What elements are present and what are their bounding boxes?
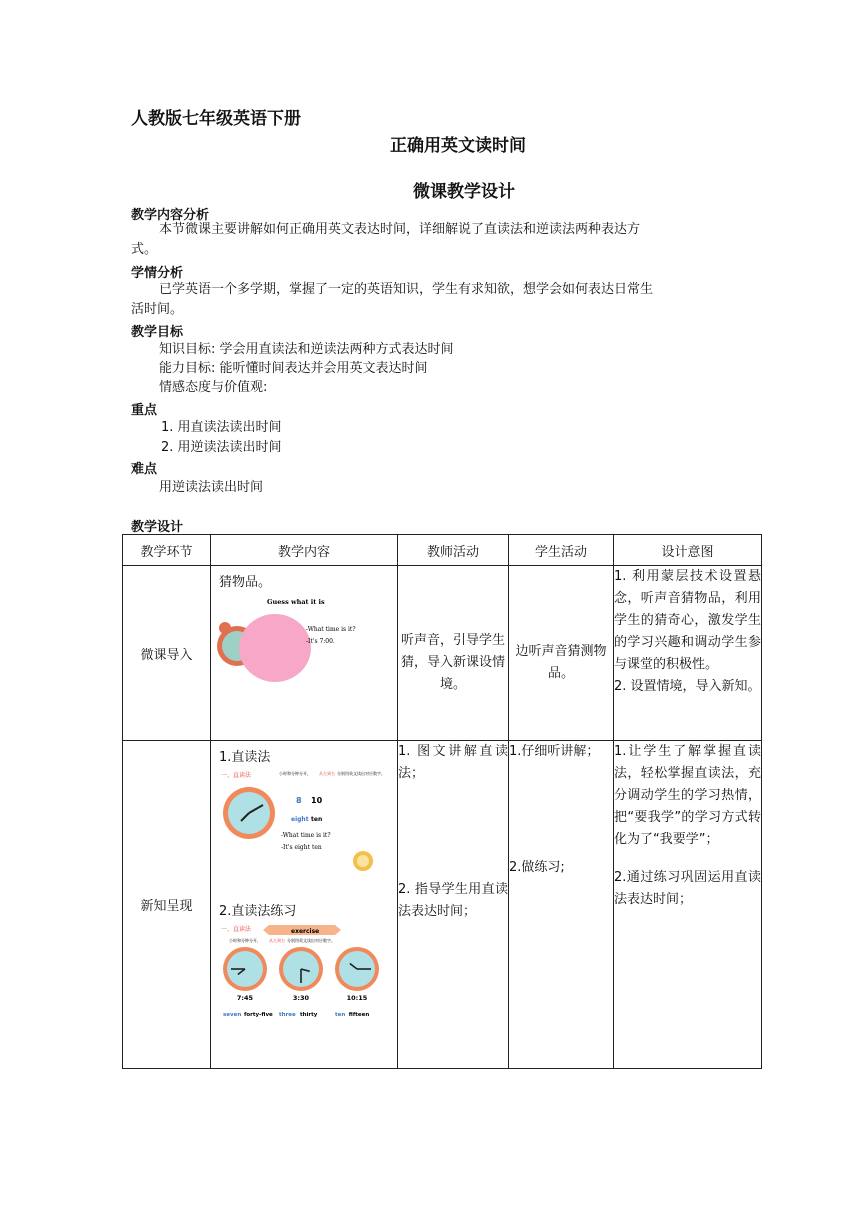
intent-item-a: 1.让学生了解掌握直读法，轻松掌握直读法，充分调动学生的学习热情，把“要我学”的学习方式转化为了“我要学”； xyxy=(614,744,761,847)
key-point-1: 1. 用直读法读出时间 xyxy=(161,420,282,435)
direct-reading-slide-image xyxy=(211,769,387,877)
student-cell-intro xyxy=(509,566,614,741)
slide-question: -What time is it? xyxy=(306,626,356,633)
teacher-activity-a: 1. 图文讲解直读法； xyxy=(398,744,508,781)
content-title-a: 1.直读法 xyxy=(219,750,271,765)
student-analysis-heading: 学情分析 xyxy=(131,266,184,281)
minute-word: fifteen xyxy=(348,1012,370,1018)
cartoon-clock-icon xyxy=(353,851,373,871)
student-analysis-line-1: 已学英语一个多学期，掌握了一定的英语知识，学生有求知欲，想学会如何表达日常生 xyxy=(159,282,654,297)
content-cell-intro xyxy=(211,566,398,741)
minute-word: thirty xyxy=(300,1012,318,1018)
col-header-intent: 设计意图 xyxy=(614,535,762,566)
student-cell-new xyxy=(509,741,614,1069)
key-point-2: 2. 用逆读法读出时间 xyxy=(161,440,282,455)
slide-title: Guess what it is xyxy=(267,598,325,606)
difficulty-text: 用逆读法读出时间 xyxy=(159,480,264,495)
intent-item: 2. 设置情境，导入新知。 xyxy=(614,679,761,694)
guess-slide-image xyxy=(211,594,381,684)
teaching-design-table xyxy=(122,534,762,1069)
slide-answer: -It's 7:00. xyxy=(306,638,335,645)
table-header-row xyxy=(123,535,762,566)
student-activity-a: 1.仔细听讲解； xyxy=(509,744,600,759)
lesson-subtitle: 微课教学设计 xyxy=(413,182,515,202)
slide-label: 一、直读法 xyxy=(221,926,252,933)
clock-icon xyxy=(223,787,275,839)
student-activity-b: 2.做练习; xyxy=(509,860,565,875)
slide-note-red: 从左到右 xyxy=(269,938,285,943)
design-heading: 教学设计 xyxy=(131,520,184,535)
key-points-heading: 重点 xyxy=(131,403,158,418)
slide-note-post: 分别用英文读出对应数字。 xyxy=(337,771,385,776)
intent-item-b: 2.通过练习巩固运用直读法表达时间； xyxy=(614,870,761,907)
mask-ellipse xyxy=(239,614,311,682)
intent-cell-intro xyxy=(614,566,762,741)
col-header-stage: 教学环节 xyxy=(123,535,211,566)
table-row xyxy=(123,741,762,1069)
series-title: 人教版七年级英语下册 xyxy=(131,109,301,129)
col-header-teacher: 教师活动 xyxy=(398,535,509,566)
stage-label: 微课导入 xyxy=(140,647,193,663)
teacher-cell-intro xyxy=(398,566,509,741)
hour-word: ten xyxy=(335,1012,346,1018)
lesson-title: 正确用英文读时间 xyxy=(390,136,526,156)
student-activity: 边听声音猜测物品。 xyxy=(515,644,607,681)
slide-label: 一、直读法 xyxy=(221,772,252,779)
slide-note-post: 分别用英文读出对应数字。 xyxy=(287,938,335,943)
slide-answer: -It's eight ten xyxy=(281,844,322,851)
goals-heading: 教学目标 xyxy=(131,325,184,340)
exercise-slide-image xyxy=(211,923,387,1023)
minute-word: forty-five xyxy=(244,1012,273,1018)
content-cell-new xyxy=(211,741,398,1069)
goal-knowledge: 知识目标: 学会用直读法和逆读法两种方式表达时间 xyxy=(159,342,454,357)
slide-hour-number: 8 xyxy=(296,796,302,805)
stage-label: 新知呈现 xyxy=(140,899,193,914)
hour-word: three xyxy=(279,1012,296,1018)
hour-word: seven xyxy=(223,1012,242,1018)
clock-time-label: 3:30 xyxy=(292,994,310,1002)
content-analysis-heading: 教学内容分析 xyxy=(131,208,210,223)
table-row xyxy=(123,566,762,741)
stage-cell-intro xyxy=(123,566,211,741)
content-analysis-line-1: 本节微课主要讲解如何正确用英文表达时间，详细解说了直读法和逆读法两种表达方 xyxy=(159,222,641,237)
col-header-student: 学生活动 xyxy=(509,535,614,566)
slide-note-pre: 小时和分钟分开， xyxy=(229,938,261,943)
slide-minute-word: ten xyxy=(311,816,323,823)
slide-hour-word: eight xyxy=(291,816,309,823)
slide-note-pre: 小时和分钟分开， xyxy=(279,771,311,776)
teacher-cell-new xyxy=(398,741,509,1069)
content-title: 猜物品。 xyxy=(219,575,272,590)
content-title-b: 2.直读法练习 xyxy=(219,904,297,919)
slide-minute-number: 10 xyxy=(311,796,323,805)
difficulty-heading: 难点 xyxy=(131,462,158,477)
goal-attitude: 情感态度与价值观: xyxy=(159,380,268,395)
col-header-content: 教学内容 xyxy=(211,535,398,566)
clock-time-label: 7:45 xyxy=(236,994,254,1002)
stage-cell-new xyxy=(123,741,211,1069)
slide-question: -What time is it? xyxy=(281,832,331,839)
slide-note-red: 从左到右 xyxy=(319,771,335,776)
exercise-clocks xyxy=(223,947,379,1018)
goal-ability: 能力目标: 能听懂时间表达并会用英文表达时间 xyxy=(159,361,428,376)
banner-text: exercise xyxy=(291,928,320,935)
teacher-activity-b: 2. 指导学生用直读法表达时间； xyxy=(398,882,508,919)
content-analysis-line-2: 式。 xyxy=(131,242,158,257)
clock-time-label: 10:15 xyxy=(346,994,368,1002)
intent-cell-new xyxy=(614,741,762,1069)
student-analysis-line-2: 活时间。 xyxy=(131,302,184,317)
teacher-activity: 听声音，引导学生猜，导入新课设情境。 xyxy=(400,633,505,692)
intent-item: 1. 利用蒙层技术设置悬念，听声音猜物品，利用学生的猜奇心，激发学生的学习兴趣和调动学生参与课堂的积极性。 xyxy=(614,569,761,672)
